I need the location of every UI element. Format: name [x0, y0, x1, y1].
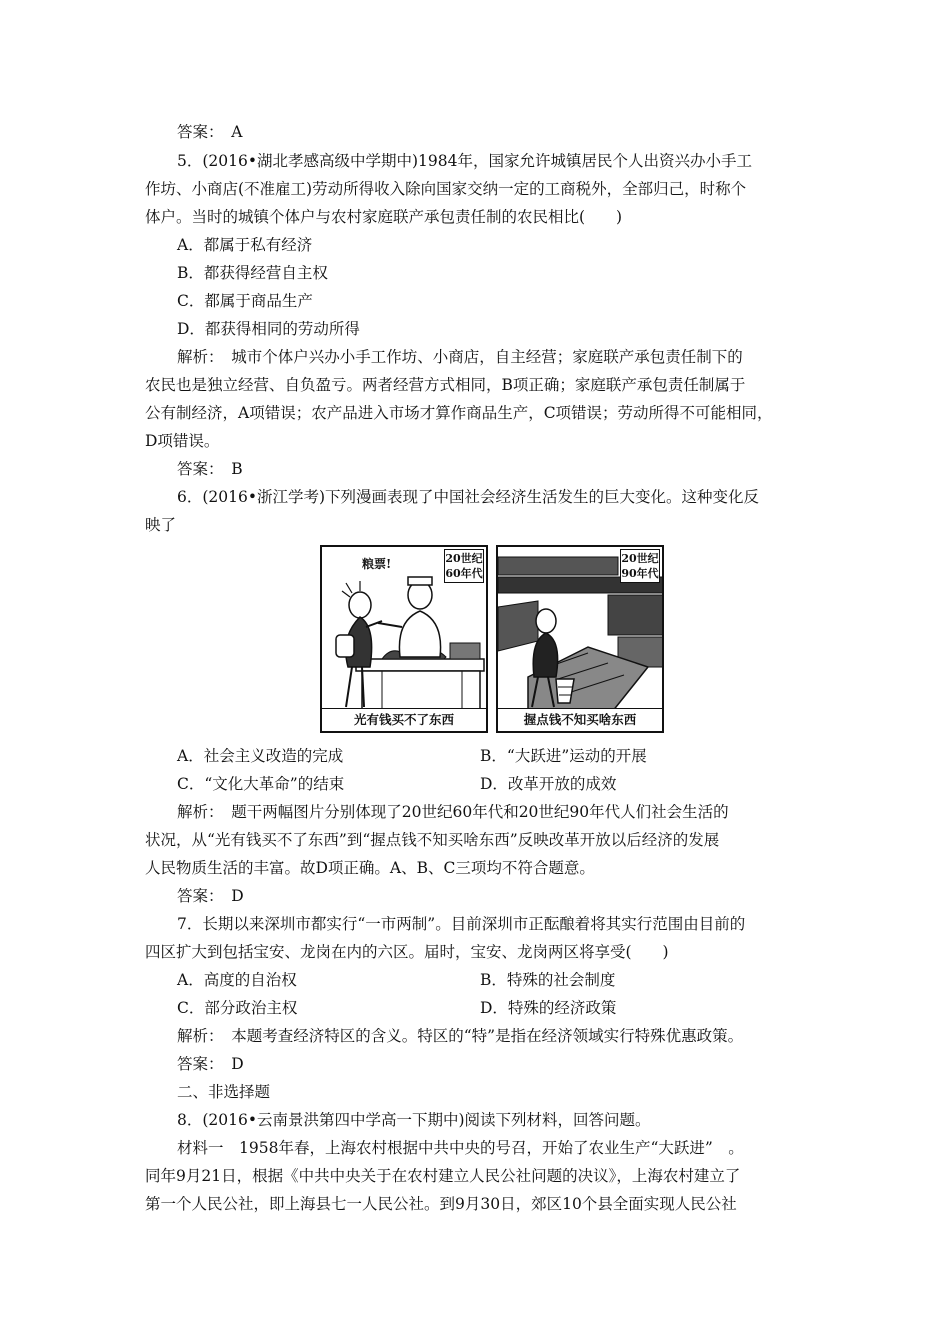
- q5-analysis-line: 农民也是独立经营、自负盈亏。两者经营方式相同，B项正确；家庭联产承包责任制属于: [145, 376, 746, 394]
- q7-option-a: A．高度的自治权: [177, 971, 297, 989]
- q8-material-line: 第一个人民公社，即上海县七一人民公社。到9月30日，郊区10个县全面实现人民公社: [145, 1195, 737, 1213]
- q7-analysis: 解析： 本题考查经济特区的含义。特区的“特”是指在经济领域实行特殊优惠政策。: [177, 1027, 744, 1045]
- q5-stem-line: 体户。当时的城镇个体户与农村家庭联产承包责任制的农民相比( ): [145, 208, 623, 226]
- q6-option-b: B．“大跃进”运动的开展: [480, 747, 647, 765]
- q5-option-b: B．都获得经营自主权: [177, 264, 328, 282]
- era-label-1960s: 20世纪 60年代: [444, 549, 484, 583]
- q5-analysis-line: 解析： 城市个体户兴办小手工作坊、小商店，自主经营；家庭联产承包责任制下的: [177, 348, 743, 366]
- section-title: 二、非选择题: [177, 1083, 271, 1101]
- q5-stem-line: 作坊、小商店(不准雇工)劳动所得收入除向国家交纳一定的工商税外，全部归己，时称个: [145, 180, 747, 198]
- cartoon-caption-1990s: 握点钱不知买啥东西: [498, 708, 662, 731]
- q6-option-a: A．社会主义改造的完成: [177, 747, 344, 765]
- q6-option-c: C．“文化大革命”的结束: [177, 775, 345, 793]
- q5-option-a: A．都属于私有经济: [177, 236, 313, 254]
- q4-answer: 答案： A: [177, 123, 243, 141]
- q5-analysis-line: 公有制经济，A项错误；农产品进入市场才算作商品生产，C项错误；劳动所得不可能相同，: [145, 404, 773, 422]
- speech-bubble-text: 粮票!: [362, 557, 392, 571]
- q8-material-line: 材料一 1958年春，上海农村根据中共中央的号召，开始了农业生产“大跃进” 。: [177, 1139, 744, 1157]
- q6-analysis-line: 状况，从“光有钱买不了东西”到“握点钱不知买啥东西”反映改革开放以后经济的发展: [145, 831, 720, 849]
- era-label-1990s: 20世纪 90年代: [620, 549, 660, 583]
- cartoon-caption-1960s: 光有钱买不了东西: [322, 708, 486, 731]
- cartoon-panel-1960s: [320, 545, 488, 733]
- q6-option-d: D．改革开放的成效: [480, 775, 617, 793]
- q7-option-c: C．部分政治主权: [177, 999, 298, 1017]
- q8-stem: 8．(2016•云南景洪第四中学高一下期中)阅读下列材料，回答问题。: [177, 1111, 651, 1129]
- q7-stem-line: 7．长期以来深圳市都实行“一市两制”。目前深圳市正酝酿着将其实行范围由目前的: [177, 915, 746, 933]
- q6-stem-line: 映了: [145, 516, 177, 534]
- q5-option-d: D．都获得相同的劳动所得: [177, 320, 360, 338]
- q5-answer: 答案： B: [177, 460, 243, 478]
- q7-answer: 答案： D: [177, 1055, 244, 1073]
- q5-stem-line: 5．(2016•湖北孝感高级中学期中)1984年，国家允许城镇居民个人出资兴办小手工: [177, 152, 752, 170]
- cartoon-panel-1990s: [496, 545, 664, 733]
- q6-answer: 答案： D: [177, 887, 244, 905]
- q7-option-b: B．特殊的社会制度: [480, 971, 616, 989]
- q6-stem-line: 6．(2016•浙江学考)下列漫画表现了中国社会经济生活发生的巨大变化。这种变化反: [177, 488, 760, 506]
- q6-analysis-line: 人民物质生活的丰富。故D项正确。A、B、C三项均不符合题意。: [145, 859, 595, 877]
- q7-option-d: D．特殊的经济政策: [480, 999, 617, 1017]
- q7-stem-line: 四区扩大到包括宝安、龙岗在内的六区。届时，宝安、龙岗两区将享受( ): [145, 943, 669, 961]
- q5-analysis-line: D项错误。: [145, 432, 220, 450]
- q8-material-line: 同年9月21日，根据《中共中央关于在农村建立人民公社问题的决议》，上海农村建立了: [145, 1167, 741, 1185]
- q5-option-c: C．都属于商品生产: [177, 292, 313, 310]
- q6-analysis-line: 解析： 题干两幅图片分别体现了20世纪60年代和20世纪90年代人们社会生活的: [177, 803, 729, 821]
- cartoon-figure: [320, 545, 664, 733]
